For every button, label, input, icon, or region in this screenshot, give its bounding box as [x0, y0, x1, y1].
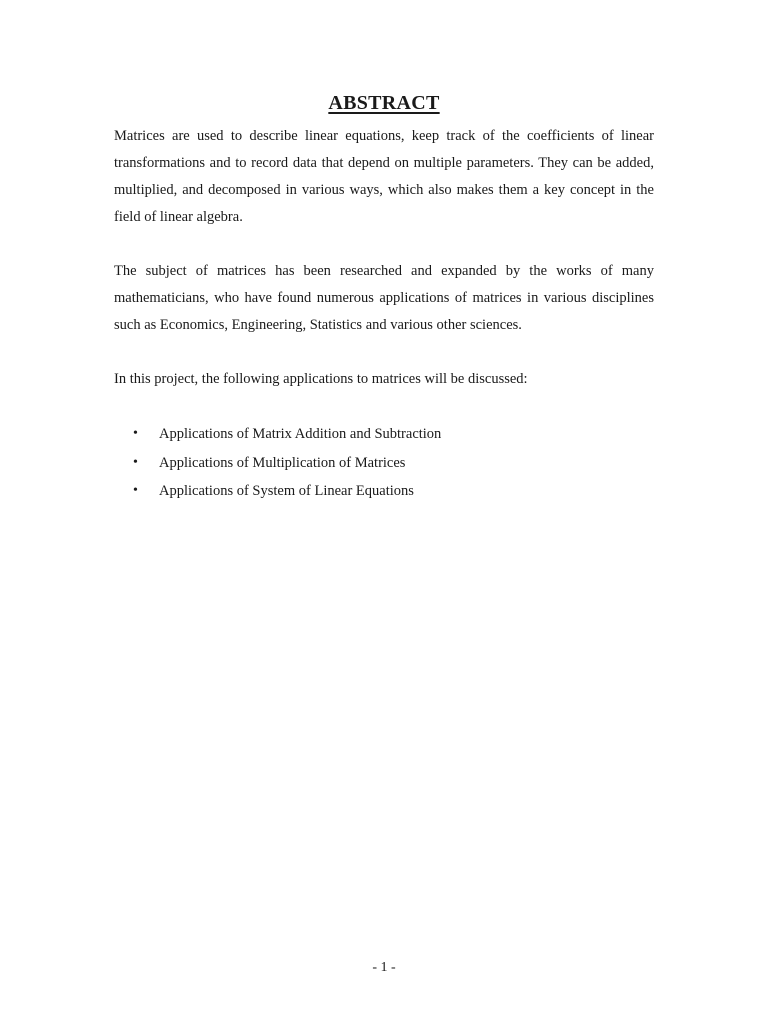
bullet-icon: • — [133, 483, 138, 498]
paragraph-matrices-research: The subject of matrices has been researched and expanded by the works of many mathematicians, who have found numerous applications of matrices in various disciplines such as Economics, Engineering, Statistics and various other sciences. — [114, 263, 654, 333]
applications-list — [114, 420, 654, 506]
page-title: ABSTRACT — [328, 92, 440, 114]
list-item — [114, 477, 654, 506]
bullet-icon: • — [133, 426, 138, 441]
bullet-icon: • — [133, 454, 138, 470]
list-item — [114, 449, 654, 478]
list-item-text: Applications of Matrix Addition and Subtraction — [159, 426, 442, 442]
list-item-text: Applications of Multiplication of Matrices — [159, 454, 406, 471]
list-item-text: Applications of System of Linear Equations — [159, 483, 414, 499]
page-number: - 1 - — [372, 960, 396, 975]
paragraph-matrices-definition: Matrices are used to describe linear equations, keep track of the coefficients of linear transformations and to record data that depend on multiple parameters. They can be added, multiplied, and decomposed in various ways, which also makes them a key concept in the field of linear algebra. — [114, 128, 654, 225]
list-item — [114, 420, 654, 449]
paragraph-project-intro: In this project, the following applications to matrices will be discussed: — [114, 371, 528, 387]
